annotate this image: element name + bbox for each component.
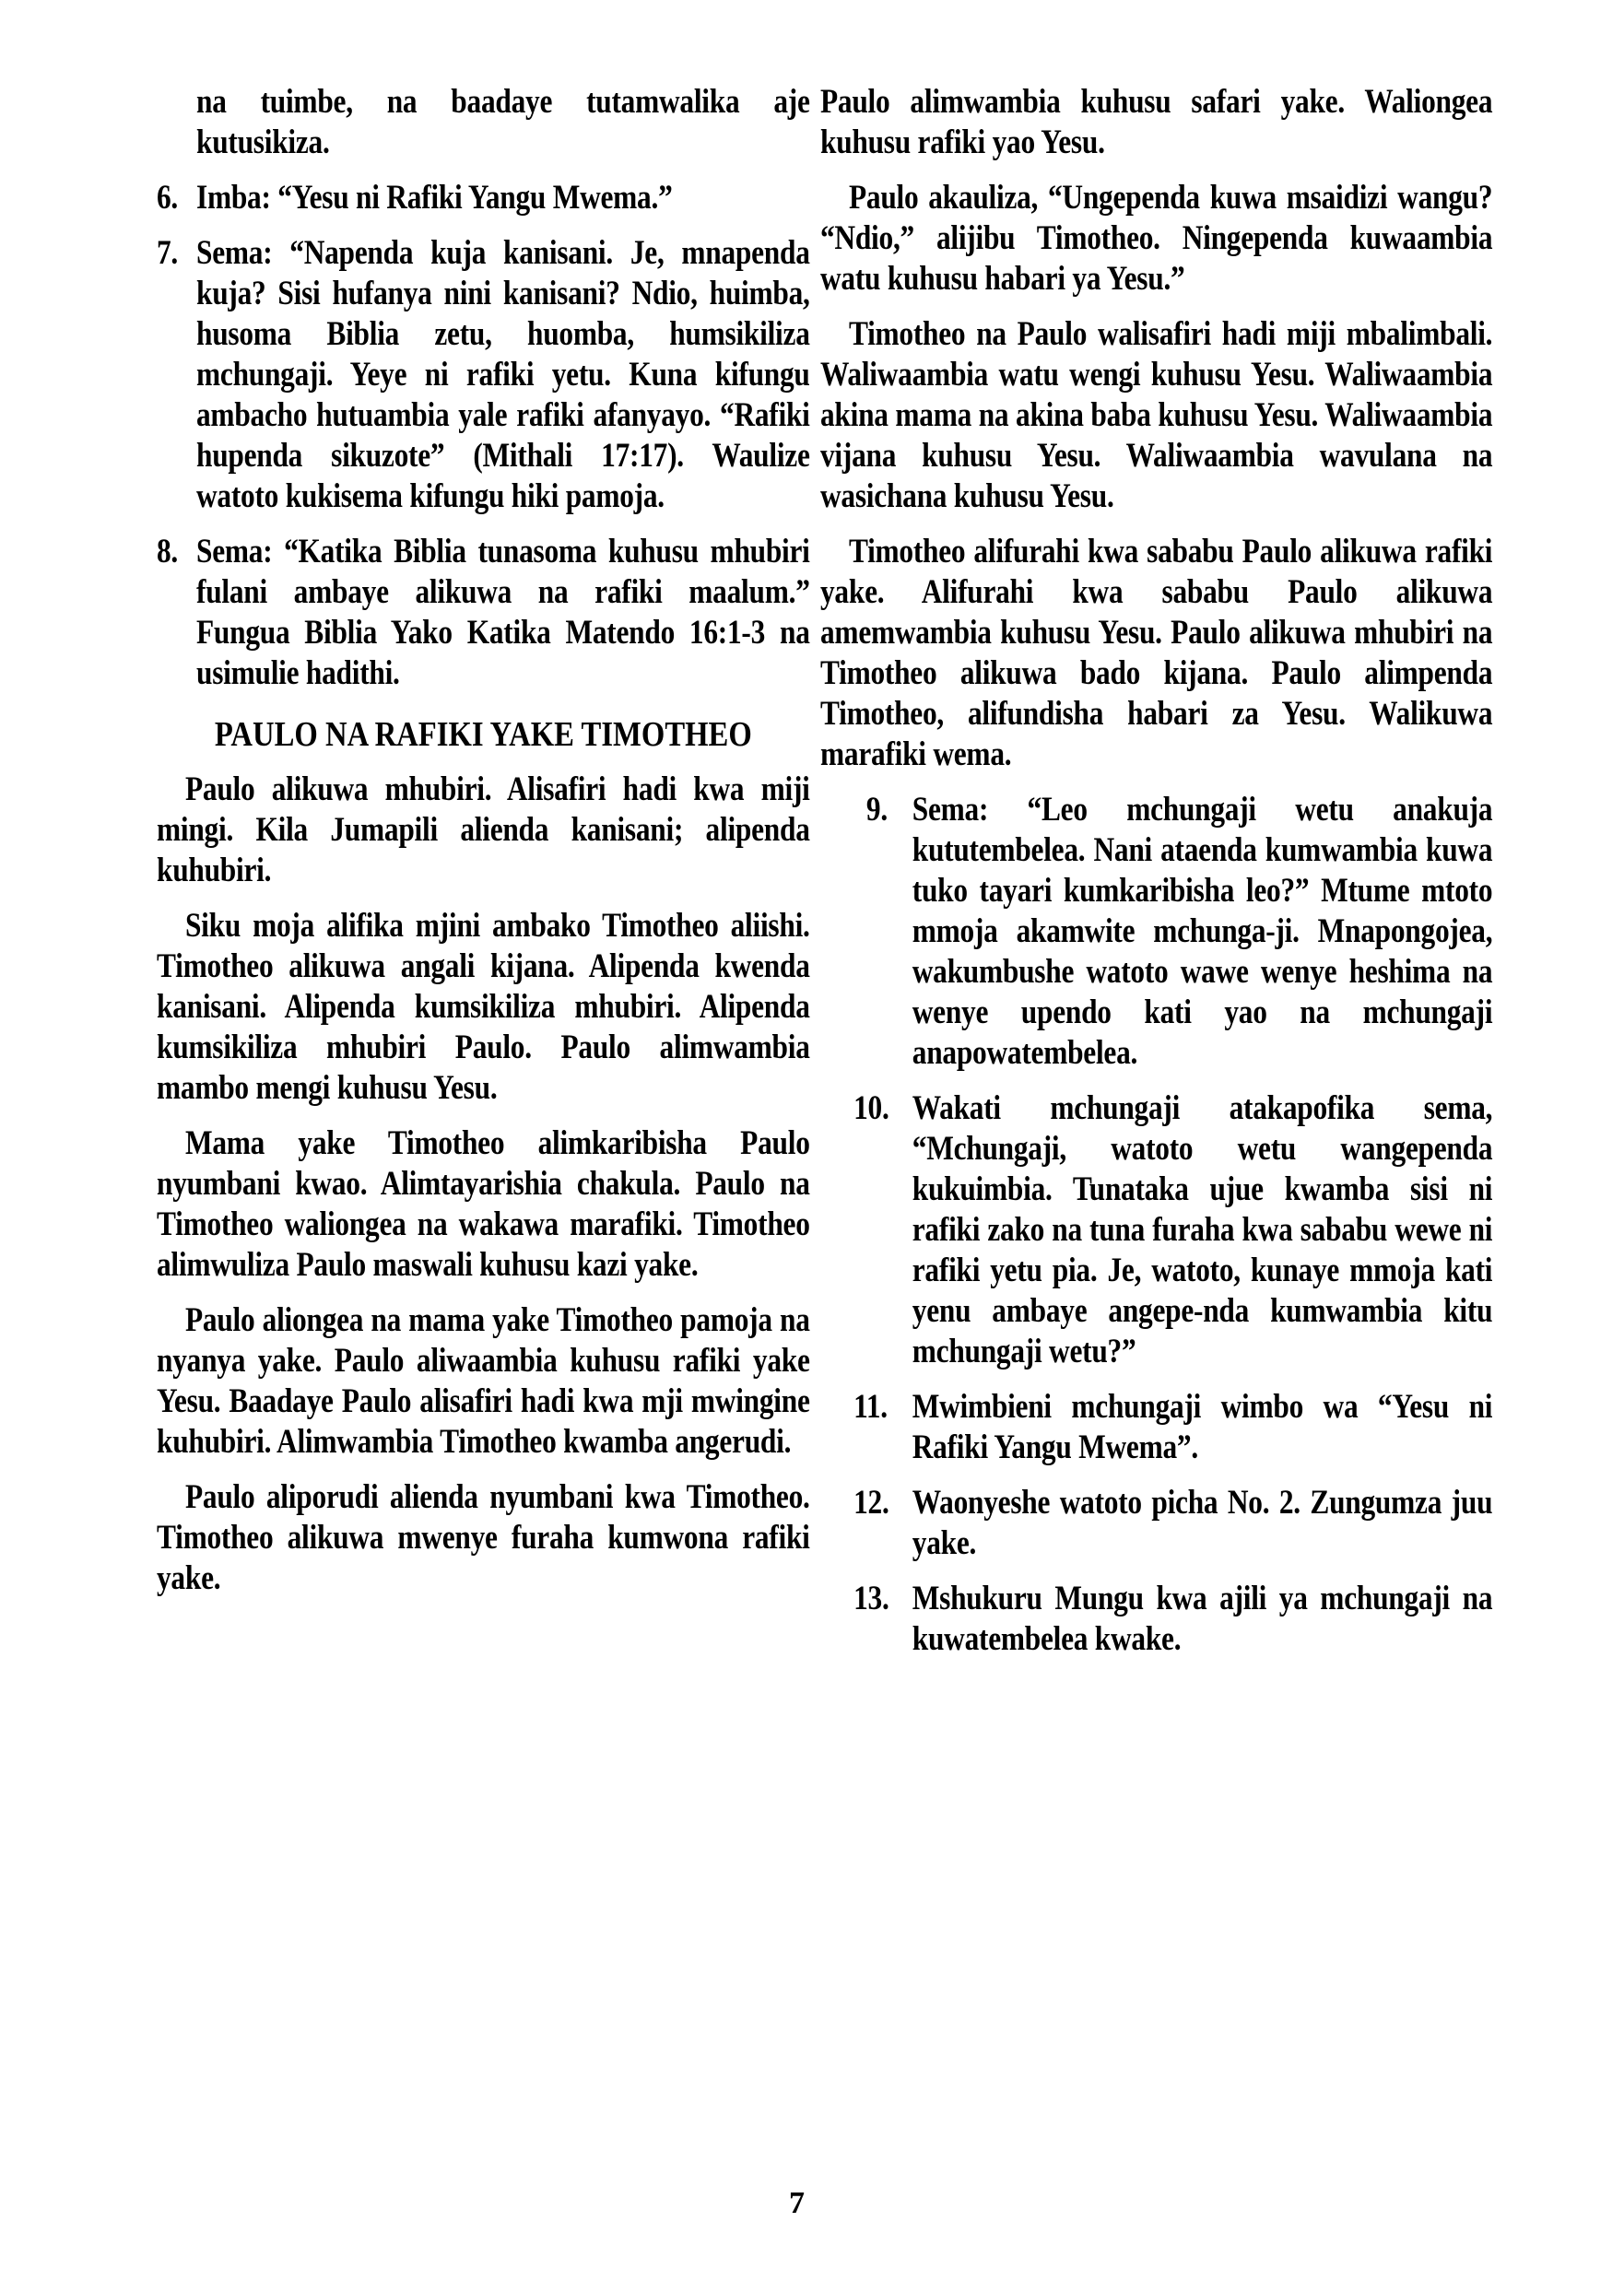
- item-text-tail: na usimulie hadithi.: [196, 613, 810, 691]
- item-number: 12.: [853, 1483, 889, 1521]
- item-number: 8.: [157, 532, 179, 570]
- numbered-item: [853, 1482, 1493, 1563]
- item-number: 10.: [853, 1088, 889, 1126]
- item-text: Sema: “Leo mchungaji wetu anakuja kututembelea. Nani ataenda kumwambia kuwa tuko tayari kumkaribisha leo?” Mtume mtoto mmoja akamwite mchunga-ji. Mnapongojea, wakumbushe watoto wawe wenye heshima na wenye upendo kati yao na mchungaji anapowatembelea.: [912, 790, 1493, 1071]
- numbered-item: [866, 789, 1492, 1073]
- item-number: 7.: [157, 233, 179, 271]
- story-paragraph: Paulo aliporudi alienda nyumbani kwa Timotheo. Timotheo alikuwa mwenye furaha kumwona rafiki yake.: [157, 1477, 810, 1596]
- numbered-item: [157, 232, 810, 516]
- story-heading: PAULO NA RAFIKI YAKE TIMOTHEO: [214, 715, 752, 754]
- numbered-item: [853, 1087, 1493, 1371]
- numbered-item: [157, 531, 810, 693]
- item-text: Mwimbieni mchungaji wimbo wa “Yesu ni Rafiki Yangu Mwema”.: [912, 1387, 1493, 1465]
- story-paragraph: Paulo alikuwa mhubiri. Alisafiri hadi kwa miji mingi. Kila Jumapili alienda kanisani; alipenda kuhubiri.: [157, 770, 810, 888]
- story-paragraph: Siku moja alifika mjini ambako Timotheo aliishi. Timotheo alikuwa angali kijana. Alipenda kwenda kanisani. Alipenda kumsikiliza mhubiri. Alipenda kumsikiliza mhubiri Paulo. Paulo alimwambia mambo mengi kuhusu Yesu.: [157, 906, 810, 1106]
- item-text: Imba: “Yesu ni Rafiki Yangu Mwema.”: [196, 178, 673, 216]
- numbered-item: [853, 1386, 1493, 1467]
- scripture-reference: Fungua Biblia Yako Katika Matendo 16:1-3: [196, 613, 766, 651]
- story-paragraph: Paulo aliongea na mama yake Timotheo pamoja na nyanya yake. Paulo aliwaambia kuhusu rafiki yake Yesu. Baadaye Paulo alisafiri hadi kwa mji mwingine kuhubiri. Alimwambia Timotheo kwamba angerudi.: [157, 1300, 810, 1460]
- item-number: 9.: [865, 790, 888, 828]
- item-text: [196, 531, 810, 693]
- item-text: Sema: “Napenda kuja kanisani. Je, mnapenda kuja? Sisi hufanya nini kanisani? Ndio, huimba, husoma Biblia zetu, huomba, humsikiliza mchungaji. Yeye ni rafiki yetu. Kuna kifungu ambacho hutuambia yale rafiki afanyayo. “Rafiki hupenda sikuzote” (Mithali 17:17). Waulize watoto kukisema kifungu hiki pamoja.: [196, 233, 810, 514]
- story-paragraph: Paulo akauliza, “Ungependa kuwa msaidizi wangu? “Ndio,” alijibu Timotheo. Ningependa kuwaambia watu kuhusu habari ya Yesu.”: [820, 178, 1493, 297]
- item-number: 13.: [853, 1579, 889, 1617]
- item-text: Waonyeshe watoto picha No. 2. Zungumza juu yake.: [912, 1483, 1493, 1561]
- item-text: Wakati mchungaji atakapofika sema, “Mchungaji, watoto wetu wangependa kukuimbia. Tunataka ujue kwamba sisi ni rafiki zako na tuna furaha kwa sababu wewe ni rafiki yetu pia. Je, watoto, kunaye mmoja kati yenu ambaye angepe-nda kumwambia kitu mchungaji wetu?”: [912, 1088, 1493, 1370]
- item-text: Mshukuru Mungu kwa ajili ya mchungaji na kuwatembelea kwake.: [912, 1579, 1493, 1657]
- numbered-item: [853, 1578, 1493, 1659]
- story-paragraph: Timotheo na Paulo walisafiri hadi miji mbalimbali. Waliwaambia watu wengi kuhusu Yesu. Waliwaambia akina mama na akina baba kuhusu Yesu. Waliwaambia vijana kuhusu Yesu. Waliwaambia wavulana na wasichana kuhusu Yesu.: [820, 314, 1493, 514]
- story-paragraph: Mama yake Timotheo alimkaribisha Paulo nyumbani kwao. Alimtayarishia chakula. Paulo na Timotheo waliongea na wakawa marafiki. Timotheo alimwuliza Paulo maswali kuhusu kazi yake.: [157, 1123, 810, 1283]
- story-paragraph-continued: Paulo alimwambia kuhusu safari yake. Waliongea kuhusu rafiki yao Yesu.: [820, 82, 1493, 160]
- continued-text: na tuimbe, na baadaye tutamwalika aje kutusikiza.: [196, 82, 810, 160]
- item-text-main: Sema: “Katika Biblia tunasoma kuhusu mhubiri fulani ambaye alikuwa na rafiki maalum.”: [196, 532, 810, 610]
- item-number: 6.: [157, 178, 179, 216]
- story-paragraph: Timotheo alifurahi kwa sababu Paulo alikuwa rafiki yake. Alifurahi kwa sababu Paulo alikuwa amemwambia kuhusu Yesu. Paulo alikuwa mhubiri na Timotheo alikuwa bado kijana. Paulo alimpenda Timotheo, alifundisha habari za Yesu. Walikuwa marafiki wema.: [820, 532, 1493, 772]
- left-column: [157, 81, 810, 1613]
- item-number: 11.: [853, 1387, 888, 1425]
- right-column: [820, 81, 1492, 1674]
- page-number: 7: [789, 2186, 805, 2220]
- numbered-item: [157, 177, 810, 217]
